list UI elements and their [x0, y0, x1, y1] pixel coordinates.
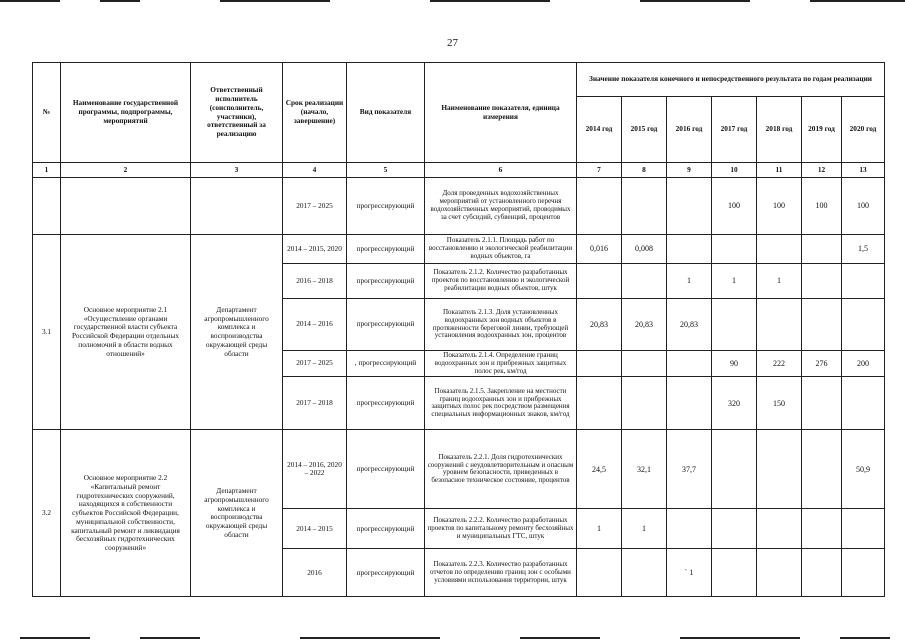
cell-value-2018	[757, 299, 802, 351]
cell-value-2015	[622, 264, 667, 299]
cell-term: 2016 – 2018	[283, 264, 347, 299]
column-number: 9	[667, 163, 712, 178]
cell-term: 2017 – 2025	[283, 351, 347, 377]
cell-value-2020	[842, 377, 885, 430]
cell-indicator: Показатель 2.1.4. Определение границ водоохранных зон и прибрежных защитных полос рек, км/год	[425, 351, 577, 377]
cell-value-2020: 1,5	[842, 235, 885, 264]
cell-value-2018	[757, 430, 802, 509]
column-number: 2	[61, 163, 191, 178]
top-border-lines	[0, 0, 905, 4]
cell-value-2018: 1	[757, 264, 802, 299]
header-term: Срок реализации (начало, завершение)	[283, 63, 347, 163]
cell-value-2019: 276	[802, 351, 842, 377]
column-number: 7	[577, 163, 622, 178]
cell-value-2016	[667, 178, 712, 235]
cell-responsible: Департамент агропромышленного комплекса и воспроизводства окружающей среды области	[191, 235, 283, 430]
table-row	[33, 235, 885, 264]
cell-value-2018: 222	[757, 351, 802, 377]
cell-value-2014	[577, 264, 622, 299]
column-number: 3	[191, 163, 283, 178]
results-table	[32, 62, 885, 597]
cell-indicator: Показатель 2.1.2. Количество разработанных проектов по восстановлению и экологической реабилитации водных объектов, штук	[425, 264, 577, 299]
cell-type: прогрессирующий	[347, 178, 425, 235]
cell-type: прогрессирующий	[347, 430, 425, 509]
table-row	[33, 430, 885, 509]
cell-value-2015	[622, 351, 667, 377]
cell-value-2017: 1	[712, 264, 757, 299]
cell-value-2019	[802, 377, 842, 430]
header-year: 2018 год	[757, 97, 802, 163]
cell-value-2020	[842, 509, 885, 549]
cell-value-2019	[802, 299, 842, 351]
cell-value-2014: 24,5	[577, 430, 622, 509]
cell-value-2016	[667, 235, 712, 264]
cell-term: 2014 – 2015, 2020	[283, 235, 347, 264]
cell-value-2020: 50,9	[842, 430, 885, 509]
cell-value-2020	[842, 299, 885, 351]
cell-term: 2016	[283, 549, 347, 597]
cell-value-2020: 200	[842, 351, 885, 377]
cell-value-2017: 100	[712, 178, 757, 235]
cell-value-2014: 1	[577, 509, 622, 549]
cell-type: прогрессирующий	[347, 299, 425, 351]
cell-value-2014: 0,016	[577, 235, 622, 264]
cell-value-2016	[667, 351, 712, 377]
header-year: 2017 год	[712, 97, 757, 163]
cell-value-2016	[667, 377, 712, 430]
cell-value-2015	[622, 549, 667, 597]
cell-type: прогрессирующий	[347, 509, 425, 549]
cell-value-2016: ` 1	[667, 549, 712, 597]
header-year: 2020 год	[842, 97, 885, 163]
cell-value-2015: 0,008	[622, 235, 667, 264]
cell-term: 2017 – 2025	[283, 178, 347, 235]
cell-value-2014	[577, 377, 622, 430]
cell-value-2016: 37,7	[667, 430, 712, 509]
header-no: №	[33, 63, 61, 163]
cell-value-2017	[712, 235, 757, 264]
cell-type: прогрессирующий	[347, 235, 425, 264]
cell-value-2019	[802, 430, 842, 509]
header-values: Значение показателя конечного и непосредственного результата по годам реализации	[577, 63, 885, 97]
column-number: 11	[757, 163, 802, 178]
column-number: 13	[842, 163, 885, 178]
cell-value-2014	[577, 178, 622, 235]
cell-indicator: Показатель 2.2.3. Количество разработанных отчетов по определению границ зон с особыми условиями использования территории, штук	[425, 549, 577, 597]
cell-indicator: Показатель 2.1.5. Закрепление на местности границ водоохранных зон и прибрежных защитных полос рек посредством размещения специальных информационных знаков, км/год	[425, 377, 577, 430]
cell-value-2015: 20,83	[622, 299, 667, 351]
cell-value-2014	[577, 549, 622, 597]
cell-value-2015	[622, 377, 667, 430]
cell-value-2018: 100	[757, 178, 802, 235]
column-number: 4	[283, 163, 347, 178]
cell-value-2016	[667, 509, 712, 549]
header-year: 2014 год	[577, 97, 622, 163]
column-number: 10	[712, 163, 757, 178]
cell-indicator: Показатель 2.2.1. Доля гидротехнических сооружений с неудовлетворительным и опасным уровнем безопасности, приведенных в безопасное техническое состояние, процентов	[425, 430, 577, 509]
cell-value-2018	[757, 235, 802, 264]
cell-value-2020	[842, 264, 885, 299]
cell-value-2017	[712, 430, 757, 509]
table-row	[33, 178, 885, 235]
cell-responsible: Департамент агропромышленного комплекса и воспроизводства окружающей среды области	[191, 430, 283, 597]
header-type: Вид показателя	[347, 63, 425, 163]
column-number: 6	[425, 163, 577, 178]
cell-no	[33, 178, 61, 235]
cell-value-2017	[712, 509, 757, 549]
cell-responsible	[191, 178, 283, 235]
cell-type: прогрессирующий	[347, 549, 425, 597]
cell-name: Основное мероприятие 2.1 «Осуществление органами государственной власти субъекта Российской Федерации отдельных полномочий в области водных отношений»	[61, 235, 191, 430]
bottom-border-lines	[0, 636, 905, 640]
cell-value-2017	[712, 299, 757, 351]
cell-value-2018	[757, 509, 802, 549]
column-number: 1	[33, 163, 61, 178]
cell-name	[61, 178, 191, 235]
cell-indicator: Показатель 2.2.2. Количество разработанных проектов по капитальному ремонту бесхозяйных и муниципальных ГТС, штук	[425, 509, 577, 549]
cell-term: 2014 – 2016, 2020 – 2022	[283, 430, 347, 509]
cell-value-2019	[802, 509, 842, 549]
cell-type: прогрессирующий	[347, 264, 425, 299]
cell-value-2017: 90	[712, 351, 757, 377]
header-responsible: Ответственный исполнитель (соисполнитель, участники), ответственный за реализацию	[191, 63, 283, 163]
cell-term: 2017 – 2018	[283, 377, 347, 430]
cell-value-2014: 20,83	[577, 299, 622, 351]
header-name: Наименование государственной программы, подпрограммы, мероприятий	[61, 63, 191, 163]
cell-type: прогрессирующий	[347, 377, 425, 430]
column-number: 5	[347, 163, 425, 178]
column-number: 12	[802, 163, 842, 178]
cell-value-2016: 20,83	[667, 299, 712, 351]
cell-value-2018: 150	[757, 377, 802, 430]
cell-type: , прогрессирующий	[347, 351, 425, 377]
cell-value-2018	[757, 549, 802, 597]
cell-value-2016: 1	[667, 264, 712, 299]
cell-value-2020: 100	[842, 178, 885, 235]
cell-value-2017: 320	[712, 377, 757, 430]
header-year: 2019 год	[802, 97, 842, 163]
cell-value-2019	[802, 549, 842, 597]
cell-value-2019: 100	[802, 178, 842, 235]
column-number-row	[33, 163, 885, 178]
cell-term: 2014 – 2016	[283, 299, 347, 351]
header-indicator: Наименование показателя, единица измерения	[425, 63, 577, 163]
cell-value-2017	[712, 549, 757, 597]
cell-name: Основное мероприятие 2.2 «Капитальный ремонт гидротехнических сооружений, находящихся в собственности субъектов Российской Федерации, муниципальной собственности, капитальный ремонт и ликвидация бесхозяйных гидротехнических сооружений»	[61, 430, 191, 597]
cell-term: 2014 – 2015	[283, 509, 347, 549]
cell-indicator: Доля проведенных водохозяйственных мероприятий от установленного перечня водохозяйственных мероприятий, проводимых за счет субсидий, субвенций, процентов	[425, 178, 577, 235]
header-year: 2015 год	[622, 97, 667, 163]
cell-value-2019	[802, 235, 842, 264]
page-number: 27	[447, 37, 458, 49]
cell-value-2020	[842, 549, 885, 597]
cell-no: 3.1	[33, 235, 61, 430]
cell-value-2015: 1	[622, 509, 667, 549]
cell-no: 3.2	[33, 430, 61, 597]
column-number: 8	[622, 163, 667, 178]
cell-indicator: Показатель 2.1.3. Доля установленных водоохранных зон водных объектов в протяженности береговой линии, требующей установления водоохранных зон, процентов	[425, 299, 577, 351]
cell-value-2019	[802, 264, 842, 299]
cell-value-2015: 32,1	[622, 430, 667, 509]
header-year: 2016 год	[667, 97, 712, 163]
cell-indicator: Показатель 2.1.1. Площадь работ по восстановлению и экологической реабилитации водных объектов, га	[425, 235, 577, 264]
cell-value-2015	[622, 178, 667, 235]
header-row-1	[33, 63, 885, 97]
cell-value-2014	[577, 351, 622, 377]
